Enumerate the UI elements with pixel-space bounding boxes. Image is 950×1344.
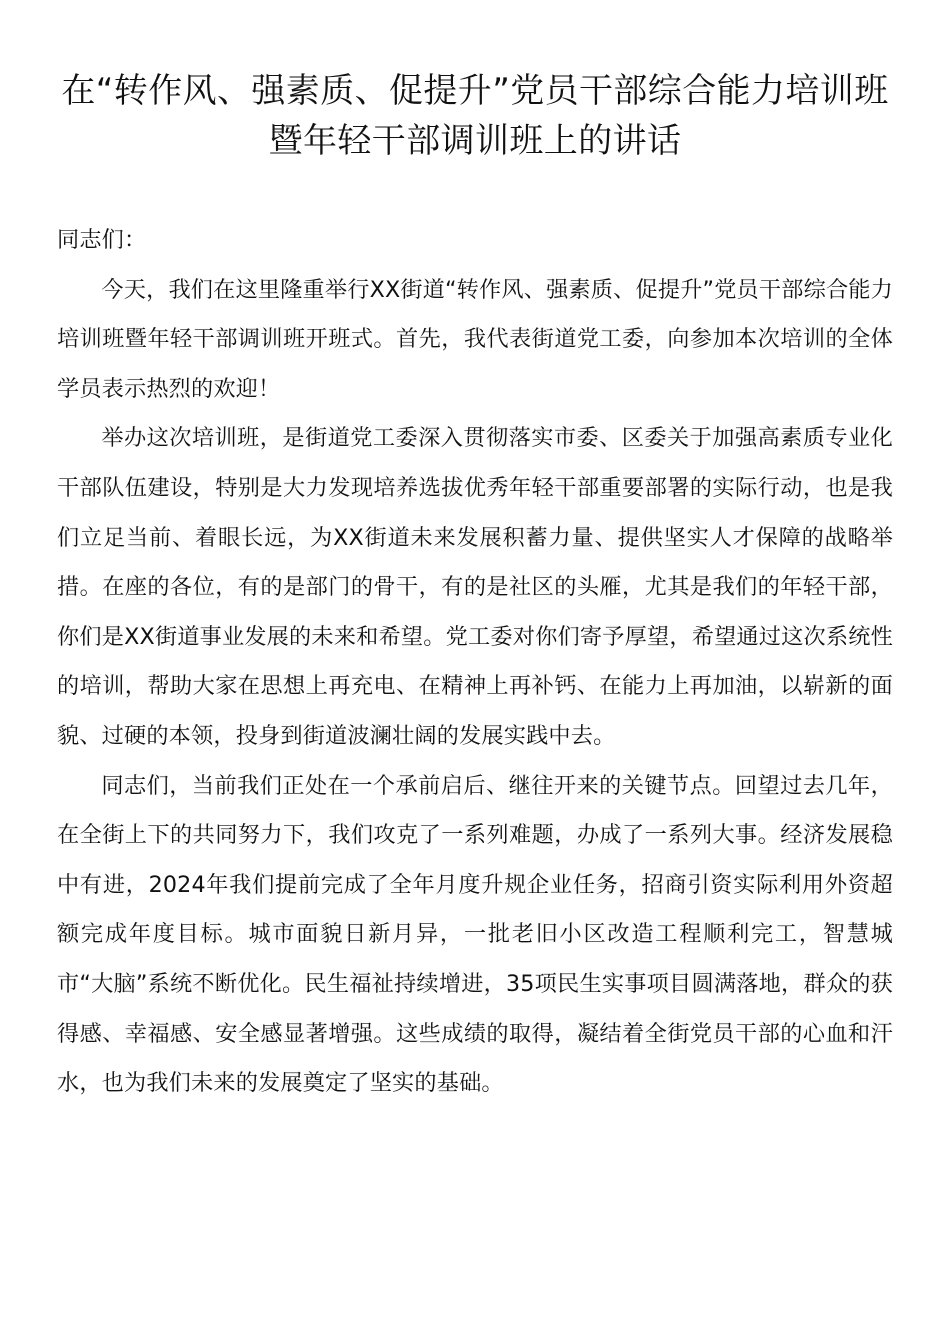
- paragraph-welcome: 今天，我们在这里隆重举行XX街道“转作风、强素质、促提升”党员干部综合能力培训班暨年轻干部调训班开班式。首先，我代表街道党工委，向参加本次培训的全体学员表示热烈的欢迎！: [57, 276, 893, 402]
- document-body: [57, 216, 893, 1109]
- document-title: 在“转作风、强素质、促提升”党员干部综合能力培训班暨年轻干部调训班上的讲话: [61, 71, 889, 161]
- paragraph-achievements: 同志们，当前我们正处在一个承前启后、继往开来的关键节点。回望过去几年，在全街上下的共同努力下，我们攻克了一系列难题，办成了一系列大事。经济发展稳中有进，2024年我们提前完成了全年月度升规企业任务，招商引资实际利用外资超额完成年度目标。城市面貌日新月异，一批老旧小区改造工程顺利完工，智慧城市“大脑”系统不断优化。民生福祉持续增进，35项民生实事项目圆满落地，群众的获得感、幸福感、安全感显著增强。这些成绩的取得，凝结着全街党员干部的心血和汗水，也为我们未来的发展奠定了坚实的基础。: [57, 772, 893, 1097]
- salutation: 同志们：: [57, 227, 147, 253]
- paragraph-purpose: 举办这次培训班，是街道党工委深入贯彻落实市委、区委关于加强高素质专业化干部队伍建设，特别是大力发现培养选拔优秀年轻干部重要部署的实际行动，也是我们立足当前、着眼长远，为XX街道未来发展积蓄力量、提供坚实人才保障的战略举措。在座的各位，有的是部门的骨干，有的是社区的头雁，尤其是我们的年轻干部，你们是XX街道事业发展的未来和希望。党工委对你们寄予厚望，希望通过这次系统性的培训，帮助大家在思想上再充电、在精神上再补钙、在能力上再加油，以崭新的面貌、过硬的本领，投身到街道波澜壮阔的发展实践中去。: [57, 425, 893, 749]
